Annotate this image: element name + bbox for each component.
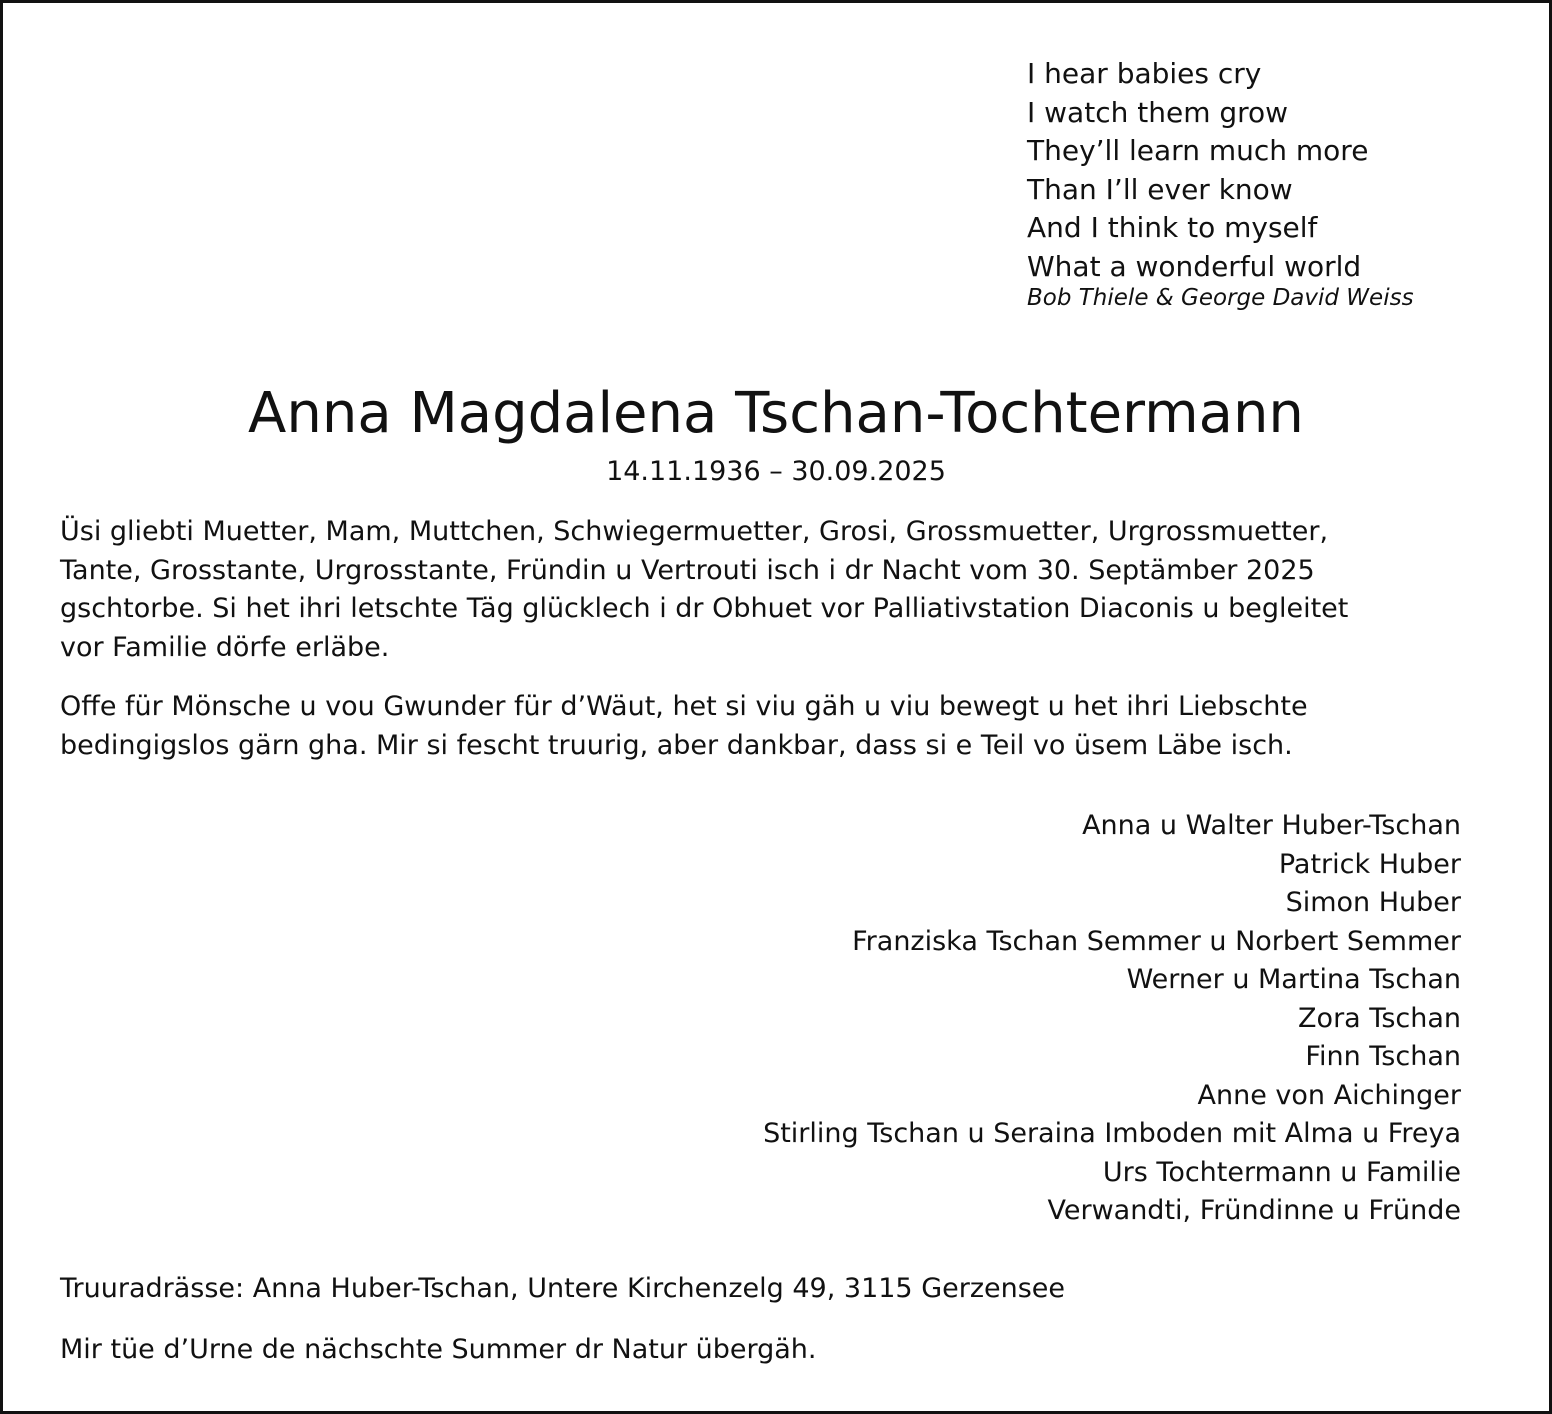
poem-quote xyxy=(1027,55,1414,314)
mourners-list xyxy=(763,807,1461,1231)
mourner-entry: Patrick Huber xyxy=(1278,848,1461,880)
mourner-entry: Anne von Aichinger xyxy=(1197,1079,1461,1111)
poem-line: And I think to myself xyxy=(1027,211,1318,244)
poem-line: Than I’ll ever know xyxy=(1027,172,1293,206)
mourner-entry: Werner u Martina Tschan xyxy=(1126,964,1461,995)
mourner-entry: Stirling Tschan u Seraina Imboden mit Alma u Freya xyxy=(763,1118,1461,1149)
deceased-name: Anna Magdalena Tschan-Tochtermann xyxy=(248,381,1304,446)
poem-line: I hear babies cry xyxy=(1027,57,1262,90)
mourner-entry: Verwandti, Fründinne u Fründe xyxy=(1047,1195,1461,1226)
life-dates: 14.11.1936 – 30.09.2025 xyxy=(606,456,946,487)
mourning-address: Truuradrässe: Anna Huber-Tschan, Untere Kirchenzelg 49, 3115 Gerzensee xyxy=(60,1273,1066,1304)
mourner-entry: Anna u Walter Huber-Tschan xyxy=(1082,810,1461,841)
mourner-entry: Urs Tochtermann u Familie xyxy=(1102,1156,1461,1188)
mourner-entry: Finn Tschan xyxy=(1305,1041,1461,1072)
mourner-entry: Franziska Tschan Semmer u Norbert Semmer xyxy=(852,925,1461,957)
closing-note: Mir tüe d’Urne de nächschte Summer dr Natur übergäh. xyxy=(60,1334,817,1365)
poem-line: I watch them grow xyxy=(1027,95,1289,129)
tribute-paragraph: Offe für Mönsche u vou Gwunder für d’Wäut, het si viu gäh u viu bewegt u het ihri Liebschte bedingigslos gärn gha. Mir si fescht truurig, aber dankbar, dass si e Teil vo üsem Läbe isch. xyxy=(60,691,1308,761)
poem-line: What a wonderful world xyxy=(1027,249,1362,283)
mourner-entry: Simon Huber xyxy=(1285,887,1461,918)
poem-line: They’ll learn much more xyxy=(1027,134,1369,167)
mourner-entry: Zora Tschan xyxy=(1298,1002,1461,1034)
poem-author: Bob Thiele & George David Weiss xyxy=(1027,285,1414,311)
announcement-paragraph: Üsi gliebti Muetter, Mam, Muttchen, Schwiegermuetter, Grosi, Grossmuetter, Urgrossmuetter, Tante, Grosstante, Urgrosstante, Fründin u Vertrouti isch i dr Nacht vom 30. Septämber 2025 gschtorbe. Si het ihri letschte Täg glücklech i dr Obhuet vor Palliativstation Diaconis u begleitet vor Familie dörfe erläbe. xyxy=(60,516,1349,663)
